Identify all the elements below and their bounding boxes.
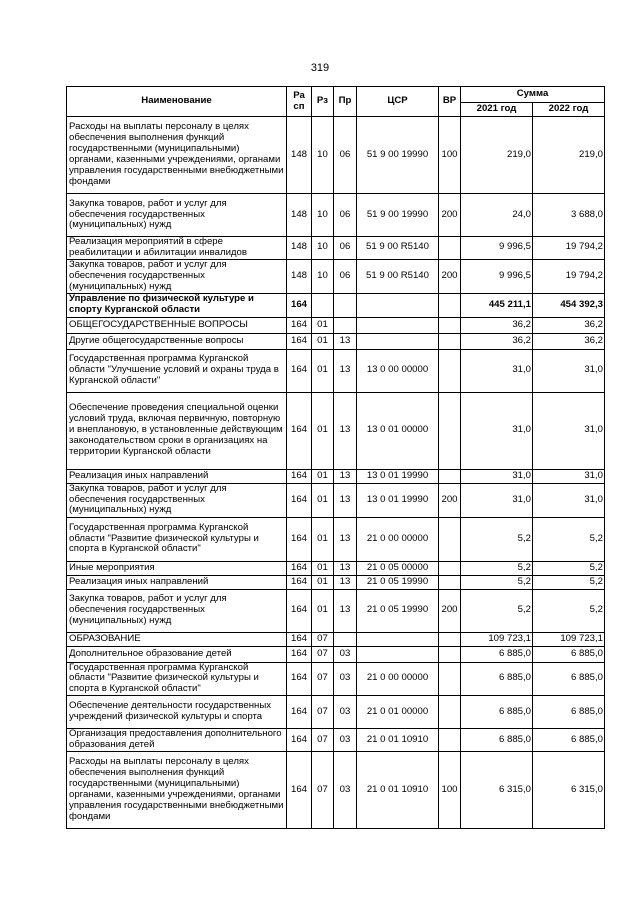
row-sum-2021: 5,2 xyxy=(461,517,533,561)
row-rz: 01 xyxy=(312,483,334,517)
row-vr xyxy=(439,237,461,260)
row-vr xyxy=(439,317,461,333)
row-sum-2021: 31,0 xyxy=(461,469,533,483)
row-pr: 13 xyxy=(334,349,357,392)
table-row xyxy=(67,729,605,752)
row-rasp: 164 xyxy=(287,349,312,392)
row-sum-2022: 6 885,0 xyxy=(533,646,605,662)
row-vr: 200 xyxy=(439,259,461,293)
row-vr xyxy=(439,646,461,662)
row-sum-2022: 6 315,0 xyxy=(533,752,605,829)
row-name: Реализация мероприятий в сфере реабилитации и абилитации инвалидов xyxy=(67,237,287,260)
row-name: Управление по физической культуре и спорту Курганской области xyxy=(67,293,287,317)
table-row xyxy=(67,194,605,237)
row-name: Расходы на выплаты персоналу в целях обеспечения выполнения функций государственными (муниципальными) органами, казенными учреждениями, органами управления государственными внебюджетными фондами xyxy=(67,117,287,194)
row-rasp: 148 xyxy=(287,237,312,260)
row-rasp: 164 xyxy=(287,469,312,483)
table-body xyxy=(67,117,605,829)
row-sum-2021: 36,2 xyxy=(461,333,533,349)
row-csr: 13 0 01 00000 xyxy=(357,392,439,469)
row-sum-2021: 5,2 xyxy=(461,589,533,632)
header-rasp: Ра сп xyxy=(287,87,312,117)
header-pr: Пр xyxy=(334,87,357,117)
row-sum-2022: 31,0 xyxy=(533,469,605,483)
row-name: Реализация иных направлений xyxy=(67,575,287,589)
header-year-2022: 2022 год xyxy=(533,103,605,117)
row-pr: 13 xyxy=(334,517,357,561)
row-csr xyxy=(357,632,439,646)
row-rz: 07 xyxy=(312,752,334,829)
row-pr: 06 xyxy=(334,117,357,194)
table-row xyxy=(67,483,605,517)
row-pr: 06 xyxy=(334,194,357,237)
row-csr: 51 9 00 R5140 xyxy=(357,259,439,293)
header-vr: ВР xyxy=(439,87,461,117)
table-row xyxy=(67,237,605,260)
table-row xyxy=(67,589,605,632)
row-pr: 03 xyxy=(334,696,357,729)
table-row xyxy=(67,752,605,829)
row-rasp: 164 xyxy=(287,646,312,662)
budget-table xyxy=(66,86,605,829)
row-vr xyxy=(439,469,461,483)
table-row xyxy=(67,317,605,333)
row-sum-2021: 445 211,1 xyxy=(461,293,533,317)
row-sum-2021: 6 885,0 xyxy=(461,696,533,729)
row-csr: 21 0 01 10910 xyxy=(357,729,439,752)
row-vr xyxy=(439,333,461,349)
row-rasp: 164 xyxy=(287,392,312,469)
row-csr: 21 0 05 19990 xyxy=(357,575,439,589)
row-rz: 10 xyxy=(312,237,334,260)
row-vr xyxy=(439,575,461,589)
row-rz: 10 xyxy=(312,117,334,194)
row-sum-2022: 31,0 xyxy=(533,392,605,469)
row-vr xyxy=(439,293,461,317)
row-rasp: 164 xyxy=(287,729,312,752)
row-rasp: 148 xyxy=(287,259,312,293)
row-sum-2021: 6 315,0 xyxy=(461,752,533,829)
row-sum-2021: 109 723,1 xyxy=(461,632,533,646)
row-name: Реализация иных направлений xyxy=(67,469,287,483)
row-vr: 100 xyxy=(439,117,461,194)
row-rz: 01 xyxy=(312,349,334,392)
row-vr xyxy=(439,696,461,729)
table-row xyxy=(67,349,605,392)
row-csr: 21 0 05 19990 xyxy=(357,589,439,632)
row-name: Государственная программа Курганской области "Улучшение условий и охраны труда в Курганской области" xyxy=(67,349,287,392)
row-rz: 01 xyxy=(312,392,334,469)
row-vr: 200 xyxy=(439,483,461,517)
page-number: 319 xyxy=(310,62,330,74)
row-sum-2021: 9 996,5 xyxy=(461,237,533,260)
table-row xyxy=(67,117,605,194)
row-sum-2021: 219,0 xyxy=(461,117,533,194)
row-pr: 06 xyxy=(334,259,357,293)
row-rz: 07 xyxy=(312,696,334,729)
row-rasp: 164 xyxy=(287,517,312,561)
row-name: Иные мероприятия xyxy=(67,561,287,575)
row-name: Другие общегосударственные вопросы xyxy=(67,333,287,349)
row-sum-2021: 24,0 xyxy=(461,194,533,237)
table-row xyxy=(67,575,605,589)
row-name: Закупка товаров, работ и услуг для обеспечения государственных (муниципальных) нужд xyxy=(67,194,287,237)
table-row xyxy=(67,632,605,646)
row-name: ОБЩЕГОСУДАРСТВЕННЫЕ ВОПРОСЫ xyxy=(67,317,287,333)
row-name: Расходы на выплаты персоналу в целях обеспечения выполнения функций государственными (муниципальными) органами, казенными учреждениями, органами управления государственными внебюджетными фондами xyxy=(67,752,287,829)
row-sum-2022: 19 794,2 xyxy=(533,259,605,293)
row-pr xyxy=(334,317,357,333)
row-sum-2021: 5,2 xyxy=(461,575,533,589)
table-row xyxy=(67,333,605,349)
row-rasp: 148 xyxy=(287,194,312,237)
row-vr: 200 xyxy=(439,194,461,237)
row-rz: 10 xyxy=(312,259,334,293)
row-name: Обеспечение проведения специальной оценки условий труда, включая первичную, повторную и внеплановую, в установленные действующим законодательством сроки в организациях на территории Курганской области xyxy=(67,392,287,469)
table-row xyxy=(67,561,605,575)
row-sum-2021: 9 996,5 xyxy=(461,259,533,293)
row-pr: 13 xyxy=(334,392,357,469)
row-vr xyxy=(439,517,461,561)
header-name: Наименование xyxy=(67,87,287,117)
row-csr xyxy=(357,646,439,662)
row-csr xyxy=(357,293,439,317)
row-csr: 51 9 00 19990 xyxy=(357,117,439,194)
row-rasp: 164 xyxy=(287,293,312,317)
row-csr: 21 0 00 00000 xyxy=(357,517,439,561)
row-csr xyxy=(357,317,439,333)
row-pr: 03 xyxy=(334,752,357,829)
table-row xyxy=(67,662,605,696)
row-rz: 01 xyxy=(312,517,334,561)
header-rz: Рз xyxy=(312,87,334,117)
row-rz: 01 xyxy=(312,575,334,589)
row-csr xyxy=(357,333,439,349)
row-rasp: 164 xyxy=(287,752,312,829)
row-name: Государственная программа Курганской области "Развитие физической культуры и спорта в Курганской области" xyxy=(67,662,287,696)
row-pr: 03 xyxy=(334,646,357,662)
row-pr: 13 xyxy=(334,561,357,575)
row-vr xyxy=(439,729,461,752)
table-row xyxy=(67,293,605,317)
row-rz: 01 xyxy=(312,469,334,483)
row-sum-2022: 6 885,0 xyxy=(533,696,605,729)
row-sum-2022: 454 392,3 xyxy=(533,293,605,317)
row-sum-2021: 31,0 xyxy=(461,349,533,392)
row-pr: 13 xyxy=(334,575,357,589)
row-sum-2021: 6 885,0 xyxy=(461,729,533,752)
row-sum-2022: 109 723,1 xyxy=(533,632,605,646)
table-row xyxy=(67,259,605,293)
row-vr xyxy=(439,392,461,469)
row-name: Закупка товаров, работ и услуг для обеспечения государственных (муниципальных) нужд xyxy=(67,589,287,632)
row-pr xyxy=(334,632,357,646)
row-csr: 51 9 00 19990 xyxy=(357,194,439,237)
row-name: Государственная программа Курганской области "Развитие физической культуры и спорта в Курганской области" xyxy=(67,517,287,561)
row-csr: 51 9 00 R5140 xyxy=(357,237,439,260)
row-pr: 13 xyxy=(334,589,357,632)
row-pr: 03 xyxy=(334,729,357,752)
row-rz: 01 xyxy=(312,333,334,349)
table-row xyxy=(67,469,605,483)
row-pr: 13 xyxy=(334,483,357,517)
row-pr: 03 xyxy=(334,662,357,696)
row-sum-2022: 6 885,0 xyxy=(533,729,605,752)
row-sum-2022: 219,0 xyxy=(533,117,605,194)
row-sum-2022: 31,0 xyxy=(533,349,605,392)
row-name: ОБРАЗОВАНИЕ xyxy=(67,632,287,646)
row-vr xyxy=(439,662,461,696)
row-csr: 21 0 05 00000 xyxy=(357,561,439,575)
row-csr: 13 0 01 19990 xyxy=(357,469,439,483)
row-csr: 21 0 01 10910 xyxy=(357,752,439,829)
row-sum-2022: 5,2 xyxy=(533,589,605,632)
row-pr: 06 xyxy=(334,237,357,260)
row-name: Закупка товаров, работ и услуг для обеспечения государственных (муниципальных) нужд xyxy=(67,483,287,517)
row-vr: 200 xyxy=(439,589,461,632)
row-csr: 21 0 00 00000 xyxy=(357,662,439,696)
row-sum-2021: 31,0 xyxy=(461,483,533,517)
row-sum-2022: 36,2 xyxy=(533,333,605,349)
row-sum-2021: 6 885,0 xyxy=(461,662,533,696)
row-sum-2021: 6 885,0 xyxy=(461,646,533,662)
row-csr: 13 0 00 00000 xyxy=(357,349,439,392)
row-rz: 07 xyxy=(312,729,334,752)
table-row xyxy=(67,392,605,469)
row-name: Обеспечение деятельности государственных учреждений физической культуры и спорта xyxy=(67,696,287,729)
header-year-2021: 2021 год xyxy=(461,103,533,117)
row-rasp: 164 xyxy=(287,333,312,349)
row-sum-2022: 3 688,0 xyxy=(533,194,605,237)
header-csr: ЦСР xyxy=(357,87,439,117)
row-sum-2022: 6 885,0 xyxy=(533,662,605,696)
row-rz: 01 xyxy=(312,317,334,333)
table-row xyxy=(67,696,605,729)
row-vr xyxy=(439,632,461,646)
row-rasp: 164 xyxy=(287,696,312,729)
row-sum-2021: 5,2 xyxy=(461,561,533,575)
row-sum-2022: 5,2 xyxy=(533,517,605,561)
header-sum: Сумма xyxy=(461,87,605,103)
row-pr: 13 xyxy=(334,469,357,483)
row-pr: 13 xyxy=(334,333,357,349)
table-row xyxy=(67,517,605,561)
row-rasp: 164 xyxy=(287,589,312,632)
row-rz: 01 xyxy=(312,561,334,575)
row-rasp: 164 xyxy=(287,317,312,333)
row-rz: 10 xyxy=(312,194,334,237)
row-rz: 07 xyxy=(312,662,334,696)
row-sum-2022: 5,2 xyxy=(533,561,605,575)
row-sum-2021: 36,2 xyxy=(461,317,533,333)
row-sum-2022: 19 794,2 xyxy=(533,237,605,260)
row-sum-2022: 5,2 xyxy=(533,575,605,589)
row-vr xyxy=(439,349,461,392)
row-rz: 07 xyxy=(312,646,334,662)
row-sum-2022: 31,0 xyxy=(533,483,605,517)
row-rasp: 164 xyxy=(287,662,312,696)
row-rz xyxy=(312,293,334,317)
row-name: Дополнительное образование детей xyxy=(67,646,287,662)
row-rasp: 164 xyxy=(287,561,312,575)
table-row xyxy=(67,646,605,662)
row-rasp: 164 xyxy=(287,483,312,517)
row-rz: 07 xyxy=(312,632,334,646)
row-csr: 21 0 01 00000 xyxy=(357,696,439,729)
row-name: Закупка товаров, работ и услуг для обеспечения государственных (муниципальных) нужд xyxy=(67,259,287,293)
row-rasp: 164 xyxy=(287,632,312,646)
row-rasp: 164 xyxy=(287,575,312,589)
row-sum-2021: 31,0 xyxy=(461,392,533,469)
row-vr xyxy=(439,561,461,575)
row-name: Организация предоставления дополнительного образования детей xyxy=(67,729,287,752)
row-csr: 13 0 01 19990 xyxy=(357,483,439,517)
row-pr xyxy=(334,293,357,317)
row-vr: 100 xyxy=(439,752,461,829)
row-sum-2022: 36,2 xyxy=(533,317,605,333)
row-rz: 01 xyxy=(312,589,334,632)
row-rasp: 148 xyxy=(287,117,312,194)
